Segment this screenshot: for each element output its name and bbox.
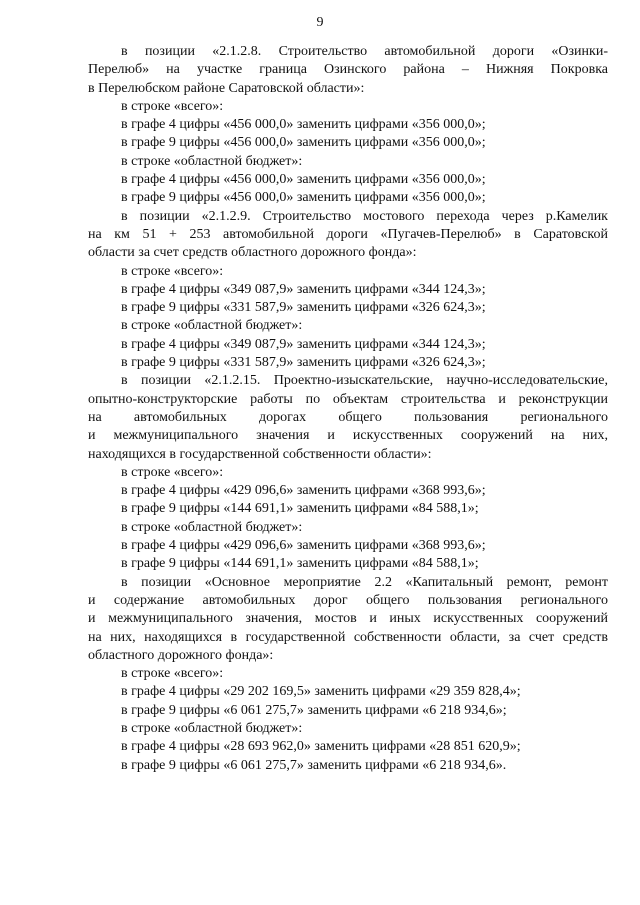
text-line: области за счет средств областного дорожного фонда»: <box>88 245 417 261</box>
text-line: в графе 4 цифры «29 202 169,5» заменить цифрами «29 359 828,4»; <box>121 684 521 700</box>
text-line: на автомобильных дорогах общего пользования регионального <box>88 409 608 425</box>
text-line: в графе 9 цифры «456 000,0» заменить цифрами «356 000,0»; <box>121 135 486 151</box>
text-line: на км 51 + 253 автомобильной дороги «Пугачев-Перелюб» в Саратовской <box>88 226 608 242</box>
text-line: в графе 4 цифры «429 096,6» заменить цифрами «368 993,6»; <box>121 483 486 499</box>
text-line: в строке «областной бюджет»: <box>121 720 303 736</box>
text-line: в графе 4 цифры «349 087,9» заменить цифрами «344 124,3»; <box>121 281 486 297</box>
text-line: в графе 9 цифры «331 587,9» заменить цифрами «326 624,3»; <box>121 300 486 316</box>
text-line: в позиции «Основное мероприятие 2.2 «Капитальный ремонт, ремонт <box>121 574 608 590</box>
text-line: находящихся в государственной собственности области»: <box>88 446 432 462</box>
text-line: в графе 9 цифры «144 691,1» заменить цифрами «84 588,1»; <box>121 556 479 572</box>
text-line: в графе 4 цифры «349 087,9» заменить цифрами «344 124,3»; <box>121 336 486 352</box>
text-line: Перелюб» на участке граница Озинского района – Нижняя Покровка <box>88 62 608 78</box>
text-line: в строке «областной бюджет»: <box>121 318 303 334</box>
text-line: в строке «областной бюджет»: <box>121 519 303 535</box>
text-line: в графе 9 цифры «6 061 275,7» заменить цифрами «6 218 934,6». <box>121 757 507 773</box>
text-line: в графе 4 цифры «28 693 962,0» заменить цифрами «28 851 620,9»; <box>121 739 521 755</box>
text-line: и межмуниципального значения, мостов и иных искусственных сооружений <box>88 611 608 627</box>
text-line: в строке «всего»: <box>121 263 224 279</box>
text-line: на них, находящихся в государственной собственности области, за счет средств <box>88 629 608 645</box>
text-line: в графе 4 цифры «429 096,6» заменить цифрами «368 993,6»; <box>121 538 486 554</box>
text-line: в позиции «2.1.2.9. Строительство мостового перехода через р.Камелик <box>121 208 608 224</box>
text-line: в строке «всего»: <box>121 98 224 114</box>
text-line: опытно-конструкторские работы по объектам строительства и реконструкции <box>88 391 608 407</box>
text-line: в графе 9 цифры «331 587,9» заменить цифрами «326 624,3»; <box>121 355 486 371</box>
text-line: и содержание автомобильных дорог общего пользования регионального <box>88 592 608 608</box>
text-line: в графе 9 цифры «144 691,1» заменить цифрами «84 588,1»; <box>121 501 479 517</box>
text-line: в позиции «2.1.2.15. Проектно-изыскательские, научно-исследовательские, <box>121 373 608 389</box>
text-line: в Перелюбском районе Саратовской области»: <box>88 80 365 96</box>
document-body <box>88 43 608 775</box>
text-line: областного дорожного фонда»: <box>88 647 274 663</box>
text-line: в строке «областной бюджет»: <box>121 153 303 169</box>
text-line: и межмуниципального значения и искусственных сооружений на них, <box>88 428 608 444</box>
text-line: в строке «всего»: <box>121 464 224 480</box>
text-line: в позиции «2.1.2.8. Строительство автомобильной дороги «Озинки- <box>121 44 608 59</box>
text-line: в графе 9 цифры «6 061 275,7» заменить цифрами «6 218 934,6»; <box>121 702 507 718</box>
page-number: 9 <box>316 15 324 30</box>
text-line: в графе 9 цифры «456 000,0» заменить цифрами «356 000,0»; <box>121 190 486 206</box>
text-line: в графе 4 цифры «456 000,0» заменить цифрами «356 000,0»; <box>121 117 486 133</box>
text-line: в графе 4 цифры «456 000,0» заменить цифрами «356 000,0»; <box>121 172 486 188</box>
text-line: в строке «всего»: <box>121 666 224 682</box>
